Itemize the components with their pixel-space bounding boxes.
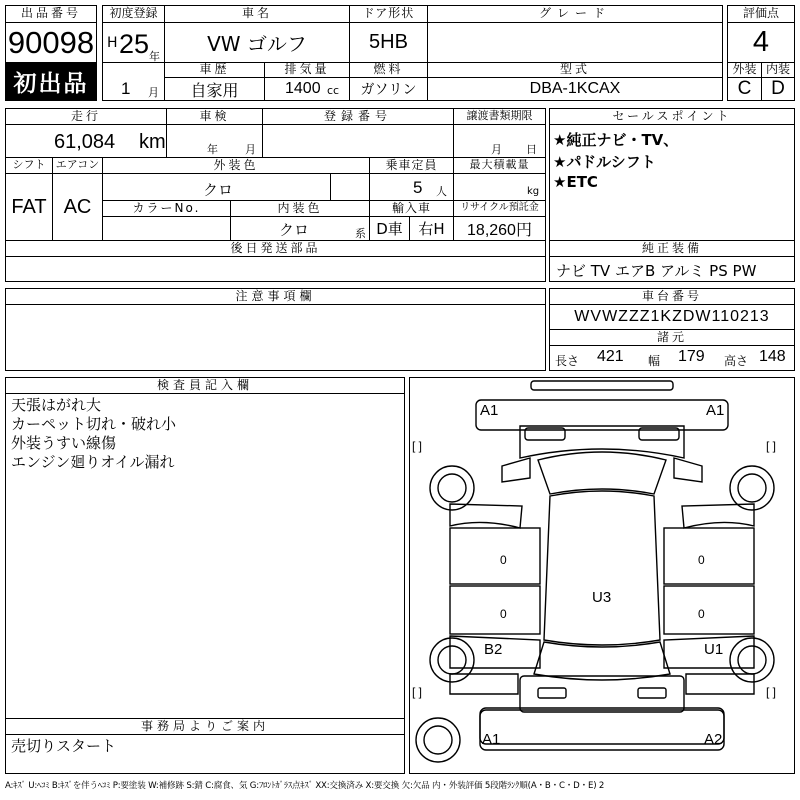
rear-right-wheel (730, 638, 774, 682)
model-code: DBA-1KCAX (427, 77, 723, 101)
inspector-note: カーペット切れ・破れ小 (11, 415, 177, 433)
displacement-cell (264, 77, 350, 101)
seats-label: 乗車定員 (369, 157, 454, 174)
height-label: 高さ (724, 354, 749, 368)
door-type: 5HB (349, 22, 428, 63)
import-label: 輸入車 (369, 200, 454, 217)
caution-label: 注意事項欄 (5, 288, 546, 305)
right-front-door (664, 528, 754, 584)
inspector-notes (5, 393, 405, 719)
interior-color-cell (230, 216, 370, 241)
damage-code-rear-right: A2 (704, 731, 723, 748)
max-load-cell (453, 173, 546, 201)
damage-legend: A:ｷｽﾞ U:ﾍｺﾐ B:ｷｽﾞを伴うﾍｺﾐ P:要塗装 W:補修跡 S:錆 C:腐食、気 G:ﾌﾛﾝﾄｶﾞﾗｽ点ｷｽﾞ XX:交換済み X:要交換 欠:欠品 内・外装評価 5段階ﾗﾝｸ順(A・B・C・D・E) 2 (5, 781, 605, 791)
rear-right-wheel-hub (738, 646, 766, 674)
spare-wheel (416, 718, 460, 762)
inspection-year-unit: 年 (207, 143, 218, 156)
damage-code-front-right: A1 (706, 402, 725, 419)
fuel: ガソリン (349, 77, 428, 101)
sales-point-item: ★ETC (553, 173, 598, 191)
fuel-label: 燃料 (349, 62, 428, 78)
color-number-label: カラーNo. (102, 200, 231, 217)
width-label: 幅 (648, 354, 661, 368)
car-name: VW ゴルフ (164, 22, 350, 63)
left-front-door (450, 528, 540, 584)
inspection-month-unit: 月 (245, 143, 256, 156)
office-note: 売切りスタート (11, 737, 117, 755)
displacement-label: 排気量 (264, 62, 350, 78)
spare-wheel-hub (424, 726, 452, 754)
import-type: D車 (369, 216, 410, 241)
rear-left-wheel (430, 638, 474, 682)
interior-color-label: 内装色 (230, 200, 370, 217)
windshield (538, 452, 666, 494)
plate-label: 登録番号 (262, 108, 454, 125)
bracket-marker: [ ] (766, 685, 777, 699)
office-note-cell (5, 734, 405, 774)
door-mark: 0 (500, 553, 507, 567)
office-label: 事務局よりご案内 (5, 718, 405, 735)
shift: FAT (5, 173, 53, 241)
inspector-note: エンジン廻りオイル漏れ (11, 453, 175, 471)
lot-number-cell (5, 22, 97, 63)
rear-window (534, 642, 670, 680)
door-mark: 0 (698, 553, 705, 567)
taillight-left (538, 688, 566, 698)
registration-year-cell (102, 22, 165, 63)
damage-code-right-side: U1 (704, 641, 724, 658)
chassis-number: WVWZZZ1KZDW110213 (549, 304, 795, 330)
car-diagram (410, 378, 794, 773)
interior-color: クロ (279, 221, 310, 239)
shift-label: シフト (5, 157, 53, 174)
bracket-marker: [ ] (766, 439, 777, 453)
car-name-label: 車名 (164, 5, 350, 23)
sales-point-item: ★パドルシフト (553, 153, 656, 171)
registration-month-cell (102, 62, 165, 101)
history-label: 車歴 (164, 62, 265, 78)
roof-panel (544, 491, 660, 645)
left-mirror (502, 458, 530, 482)
transfer-deadline-cell (453, 124, 546, 158)
displacement-unit: cc (327, 84, 340, 97)
trunk-panel (520, 676, 684, 712)
lot-number: 90098 (7, 24, 95, 60)
front-right-wheel-hub (738, 474, 766, 502)
color-number-cell (102, 216, 231, 241)
left-rear-door (450, 586, 540, 634)
max-load-label: 最大積載量 (453, 157, 546, 174)
max-load-unit: kg (527, 186, 540, 197)
transfer-month-unit: 月 (491, 143, 502, 156)
equipment-cell (549, 256, 795, 282)
transfer-deadline-label: 譲渡書類期限 (453, 108, 546, 125)
era-letter: H (107, 35, 118, 51)
length: 421 (597, 348, 624, 365)
history: 自家用 (164, 77, 265, 101)
damage-code-front-left: A1 (480, 402, 499, 419)
grade-cell (427, 22, 723, 63)
inspector-note: 外装うすい線傷 (11, 434, 117, 452)
mileage-unit: km (139, 131, 166, 153)
model-label: 型式 (427, 62, 723, 78)
right-rear-door (664, 586, 754, 634)
width: 179 (678, 348, 705, 365)
exterior-color-cell (102, 173, 331, 201)
registration-label: 初度登録 (102, 5, 165, 23)
displacement: 1400 (285, 80, 321, 97)
seats-unit: 人 (436, 185, 447, 198)
equipment: ナビ TV エアB アルミ PS PW (556, 262, 757, 280)
rear-bumper (480, 708, 724, 744)
interior-grade: D (761, 77, 795, 101)
door-mark: 0 (500, 607, 507, 621)
interior-label: 内装 (761, 62, 795, 78)
damage-code-roof: U3 (592, 589, 612, 606)
score: 4 (727, 22, 795, 63)
mileage-cell (5, 124, 167, 158)
hood-panel (520, 426, 684, 458)
later-parts-cell (5, 256, 546, 282)
exterior-color-extra (330, 173, 370, 201)
grade-label: グレード (427, 5, 723, 23)
car-diagram-frame (409, 377, 795, 774)
right-mirror (674, 458, 702, 482)
bracket-marker: [ ] (412, 439, 423, 453)
front-bumper-panel (531, 381, 673, 390)
lot-number-label: 出品番号 (5, 5, 97, 23)
sales-point-label: セールスポイント (549, 108, 795, 125)
equipment-label: 純正装備 (549, 240, 795, 257)
length-label: 長さ (555, 354, 580, 368)
steering-position: 右H (409, 216, 454, 241)
registration-month: 1 (121, 79, 131, 98)
door-mark: 0 (698, 607, 705, 621)
registration-year: 25 (119, 29, 150, 59)
inspection-label: 車検 (166, 108, 263, 125)
damage-code-left-side: B2 (484, 641, 503, 658)
first-listing-badge: 初出品 (5, 62, 97, 101)
mileage-label: 走行 (5, 108, 167, 125)
bracket-marker: [ ] (412, 685, 423, 699)
recycle-deposit: 18,260円 (453, 216, 546, 241)
taillight-right (638, 688, 666, 698)
seats-cell (369, 173, 454, 201)
chassis-label: 車台番号 (549, 288, 795, 305)
air-conditioner: AC (52, 173, 103, 241)
recycle-label: リサイクル預託金 (453, 200, 546, 217)
front-left-wheel-hub (438, 474, 466, 502)
exterior-color-label: 外装色 (102, 157, 370, 174)
caution-body (5, 304, 546, 371)
plate-cell (262, 124, 454, 158)
mileage: 61,084 (54, 131, 116, 153)
inspector-note: 天張はがれ大 (11, 396, 102, 414)
inspection-cell (166, 124, 263, 158)
ac-label: エアコン (52, 157, 103, 174)
spec-label: 諸元 (549, 329, 795, 346)
rear-left-wheel-hub (438, 646, 466, 674)
right-rear-bumper-corner (686, 674, 754, 694)
month-unit: 月 (148, 86, 159, 99)
door-type-label: ドア形状 (349, 5, 428, 23)
interior-color-unit: 系 (355, 227, 366, 240)
damage-code-rear-left: A1 (482, 731, 501, 748)
height: 148 (759, 348, 786, 365)
score-label: 評価点 (727, 5, 795, 23)
transfer-day-unit: 日 (526, 143, 537, 156)
inspector-label: 検査員記入欄 (5, 377, 405, 394)
exterior-color: クロ (203, 181, 234, 199)
dimensions-row (549, 345, 795, 371)
year-unit: 年 (149, 50, 160, 63)
sales-point-body (549, 124, 795, 241)
sales-point-item: ★純正ナビ・TV、 (553, 131, 679, 149)
exterior-label: 外装 (727, 62, 762, 78)
left-rear-bumper-corner (450, 674, 518, 694)
later-parts-label: 後日発送部品 (5, 240, 546, 257)
exterior-grade: C (727, 77, 762, 101)
seats: 5 (413, 178, 423, 197)
